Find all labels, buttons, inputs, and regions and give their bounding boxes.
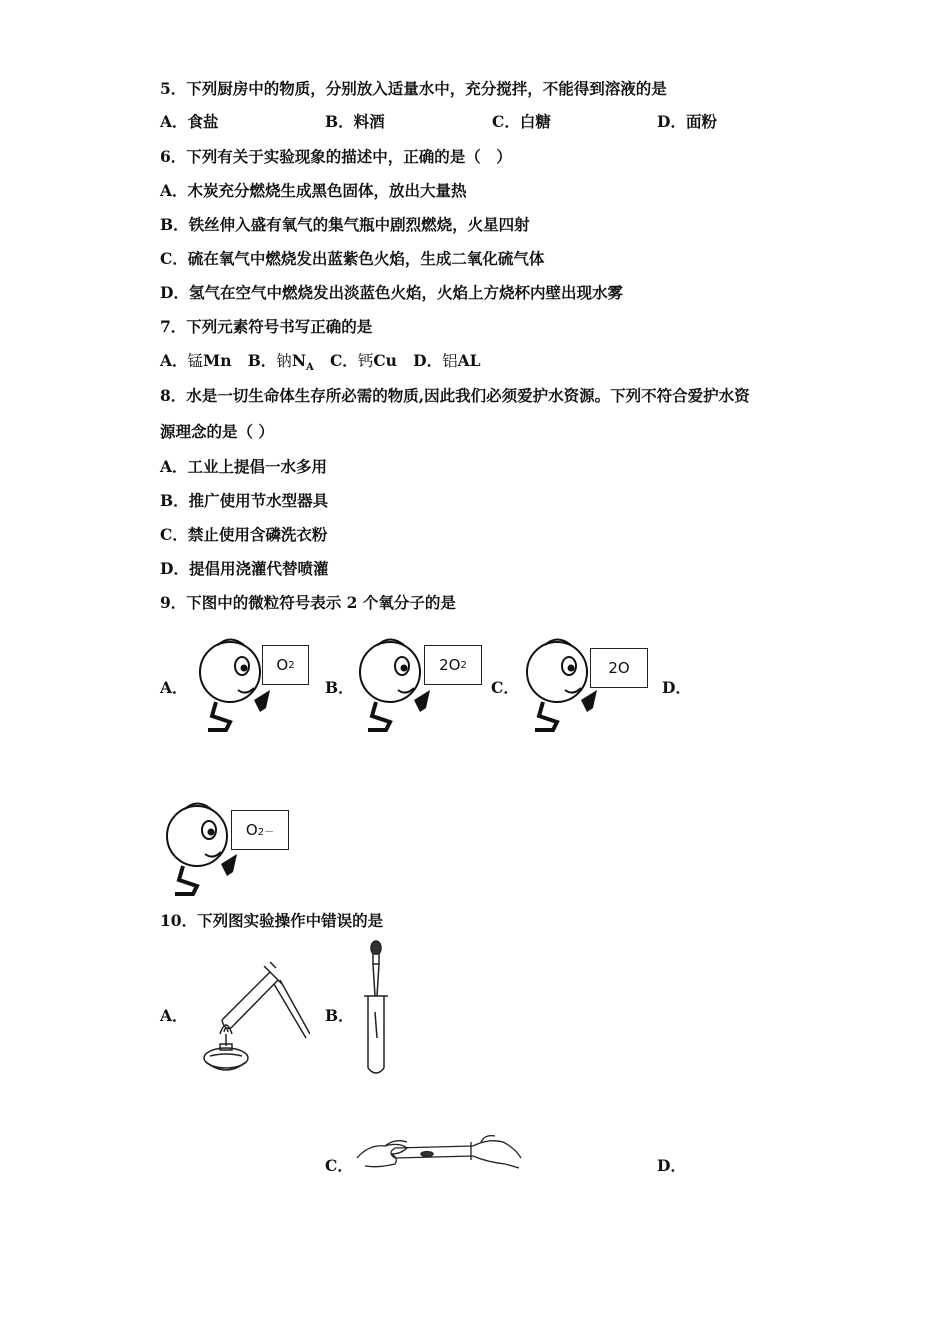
q7-a-name: 锰 xyxy=(187,352,204,370)
q5-stem: 5．下列厨房中的物质，分别放入适量水中，充分搅拌，不能得到溶液的是 xyxy=(160,79,667,98)
q7-c-symbol: Cu xyxy=(373,351,397,370)
sign-c-main: 2O xyxy=(608,659,630,677)
q7-c-name: 钙 xyxy=(357,352,374,370)
q8-option-c[interactable]: C．禁止使用含磷洗衣粉 xyxy=(160,525,328,544)
q7-option-a[interactable] xyxy=(160,351,231,370)
dropper-test-tube-illustration xyxy=(358,940,394,1078)
q7-b-label: B． xyxy=(247,351,277,370)
q6-stem: 6．下列有关于实验现象的描述中，正确的是（ ） xyxy=(160,147,512,166)
q8-option-b[interactable]: B．推广使用节水型器具 xyxy=(160,491,329,510)
q7-d-name: 铝 xyxy=(442,352,458,370)
q7-d-label: D． xyxy=(413,351,443,370)
q10-label-b[interactable]: B． xyxy=(325,1006,354,1025)
q6-option-c[interactable]: C．硫在氧气中燃烧发出蓝紫色火焰，生成二氧化硫气体 xyxy=(160,249,545,268)
q7-c-label: C． xyxy=(329,351,358,370)
q6-option-a[interactable]: A．木炭充分燃烧生成黑色固体，放出大量热 xyxy=(160,181,467,200)
particle-sign-a xyxy=(262,645,309,685)
sign-d-main: O xyxy=(245,821,258,839)
q7-a-label: A． xyxy=(160,351,188,370)
q10-stem: 10．下列图实验操作中错误的是 xyxy=(160,911,384,930)
q9-stem: 9．下图中的微粒符号表示 2 个氧分子的是 xyxy=(160,593,456,612)
q9-label-b[interactable]: B． xyxy=(325,678,354,697)
sign-b-sub: 2 xyxy=(460,659,467,671)
q9-label-c[interactable]: C． xyxy=(491,678,519,697)
q5-option-c[interactable]: C．白糖 xyxy=(492,112,551,131)
q6-option-b[interactable]: B．铁丝伸入盛有氧气的集气瓶中剧烈燃烧，火星四射 xyxy=(160,215,530,234)
q7-options xyxy=(160,349,481,373)
q9-label-d[interactable]: D． xyxy=(662,678,691,697)
q5-option-d[interactable]: D．面粉 xyxy=(657,112,717,131)
q8-stem-line1: 8．水是一切生命体生存所必需的物质,因此我们必须爱护水资源。下列不符合爱护水资 xyxy=(160,386,750,405)
q5-option-a[interactable]: A．食盐 xyxy=(160,112,219,131)
q7-b-symbol: N xyxy=(291,351,306,370)
q7-b-name: 钠 xyxy=(276,352,292,370)
particle-sign-d xyxy=(231,810,289,850)
q9-label-a[interactable]: A． xyxy=(160,678,188,697)
q7-stem: 7．下列元素符号书写正确的是 xyxy=(160,317,373,336)
sign-a-main: O xyxy=(276,656,289,674)
q7-d-symbol: AL xyxy=(457,351,481,370)
particle-sign-c xyxy=(590,648,648,688)
sign-b-main: 2O xyxy=(439,656,461,674)
q8-option-a[interactable]: A．工业上提倡一水多用 xyxy=(160,457,328,476)
q8-option-d[interactable]: D．提倡用浇灌代替喷灌 xyxy=(160,559,329,578)
hands-holding-test-tube-illustration xyxy=(355,1128,523,1172)
q7-b-subscript: A xyxy=(305,362,314,374)
q10-label-a[interactable]: A． xyxy=(160,1006,188,1025)
q6-option-d[interactable]: D．氢气在空气中燃烧发出淡蓝色火焰，火焰上方烧杯内壁出现水雾 xyxy=(160,283,623,302)
q7-option-d[interactable] xyxy=(413,351,480,370)
q5-option-b[interactable]: B．料酒 xyxy=(325,112,385,131)
alcohol-lamp-heating-illustration xyxy=(198,958,310,1076)
particle-sign-b xyxy=(424,645,482,685)
q8-stem-line2: 源理念的是（ ） xyxy=(160,422,274,441)
q10-label-c[interactable]: C． xyxy=(325,1156,353,1175)
q7-option-b[interactable] xyxy=(247,351,314,374)
sign-d-sup: 2－ xyxy=(257,826,275,838)
q10-label-d[interactable]: D． xyxy=(657,1156,686,1175)
sign-a-sub: 2 xyxy=(288,659,295,671)
q7-a-symbol: Mn xyxy=(203,351,232,370)
q7-option-c[interactable] xyxy=(330,351,397,370)
